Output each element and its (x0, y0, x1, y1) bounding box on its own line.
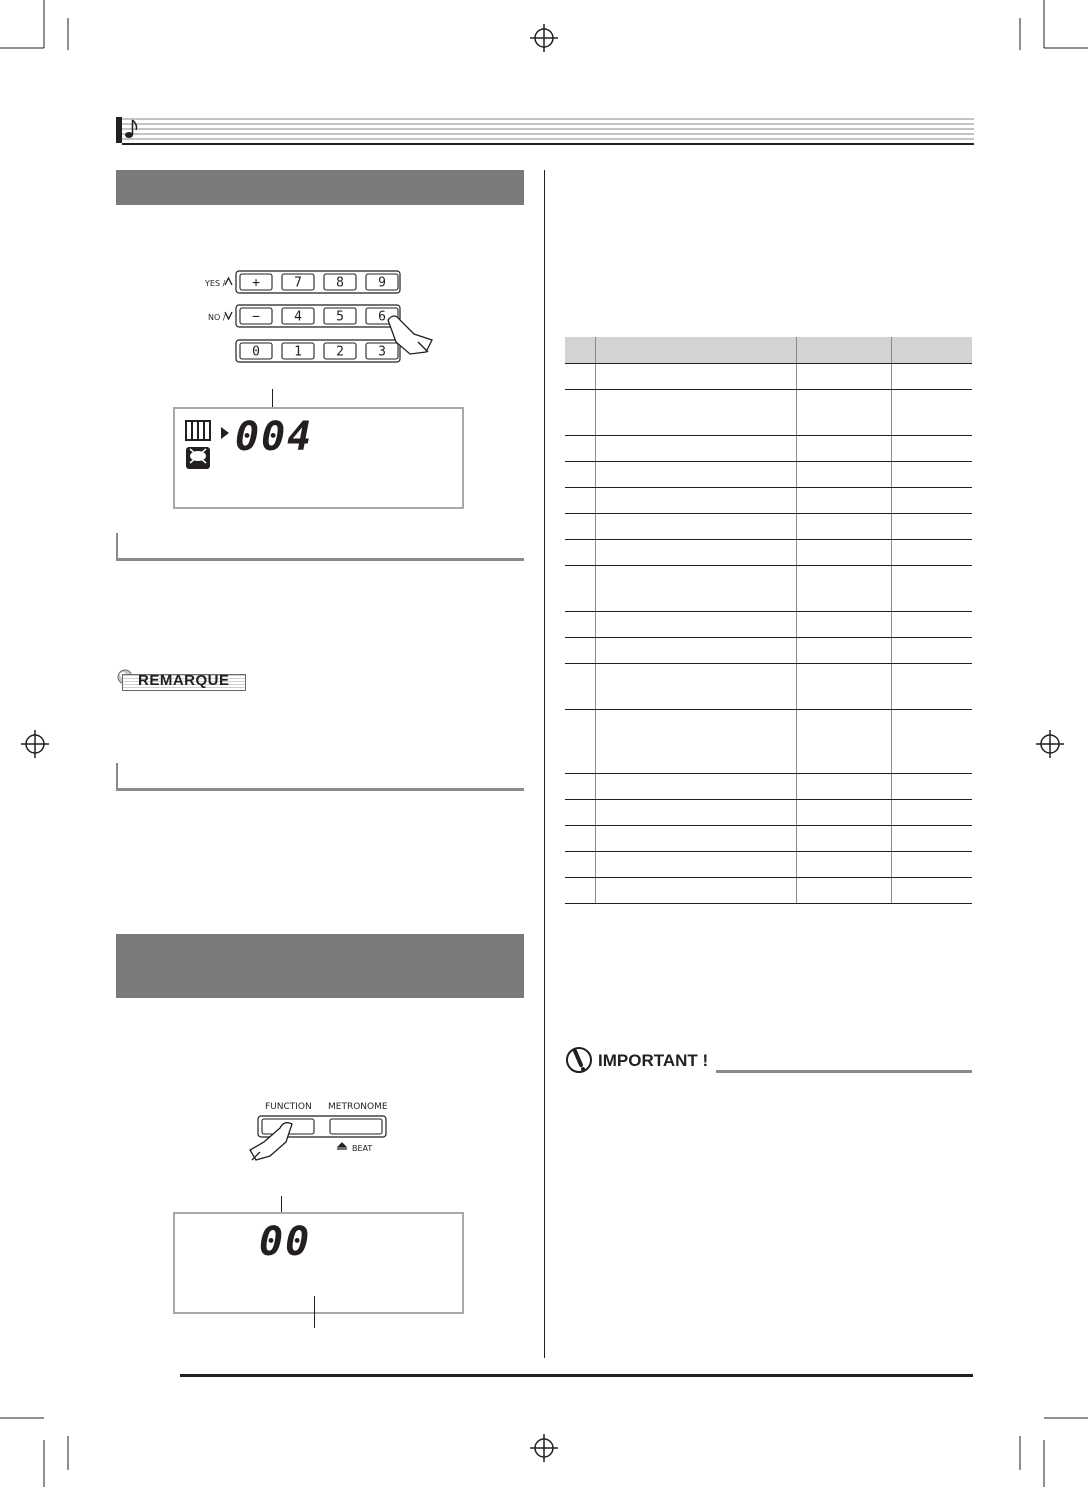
beat-label: BEAT (352, 1144, 373, 1153)
table-cell (595, 390, 797, 436)
table-cell (595, 826, 797, 852)
table-cell (797, 710, 892, 774)
function-label: FUNCTION (265, 1102, 312, 1112)
remarque-label: REMARQUE (138, 672, 230, 689)
beat-icon (337, 1143, 347, 1149)
table-cell (797, 612, 892, 638)
table-row (565, 390, 972, 436)
table-row (565, 852, 972, 878)
table-cell (892, 540, 972, 566)
table-cell (565, 664, 595, 710)
table-cell (565, 514, 595, 540)
metronome-label: METRONOME (328, 1102, 388, 1112)
table-cell (797, 514, 892, 540)
table-cell (892, 566, 972, 612)
table-cell (595, 540, 797, 566)
table-cell (565, 852, 595, 878)
table-header-cell (595, 337, 797, 364)
keypad-key-label: 0 (252, 344, 260, 360)
table-cell (892, 826, 972, 852)
sub-heading-bar-1 (116, 533, 524, 561)
section-heading-bar-2 (116, 934, 524, 998)
table-cell (892, 612, 972, 638)
table-cell (892, 364, 972, 390)
table-header-cell (565, 337, 595, 364)
important-label: IMPORTANT ! (598, 1051, 709, 1070)
table-cell (595, 436, 797, 462)
table-row (565, 826, 972, 852)
table-cell (595, 664, 797, 710)
keypad-key-label: − (252, 309, 260, 325)
table-header-cell (797, 337, 892, 364)
metronome-button (330, 1119, 382, 1134)
keypad-key-label: 9 (378, 275, 386, 291)
table-row (565, 436, 972, 462)
table-cell (565, 566, 595, 612)
table-cell (595, 710, 797, 774)
registration-mark-top (530, 24, 558, 52)
no-label: NO / (208, 313, 226, 322)
display-pointer-line-1 (272, 389, 273, 409)
table-cell (797, 566, 892, 612)
table-cell (892, 488, 972, 514)
table-cell (595, 488, 797, 514)
keypad-key-label: 4 (294, 309, 302, 325)
keypad-key-label: + (252, 275, 260, 291)
important-badge (566, 1046, 972, 1076)
table-cell (565, 826, 595, 852)
table-cell (595, 800, 797, 826)
table-row (565, 800, 972, 826)
down-arrow-icon (225, 312, 232, 319)
table-row (565, 710, 972, 774)
keypad-key-label: 8 (336, 275, 344, 291)
table-cell (565, 878, 595, 904)
keypad-key-label: 6 (378, 309, 386, 325)
table-cell (797, 390, 892, 436)
table-cell (797, 462, 892, 488)
table-cell (797, 664, 892, 710)
table-cell (565, 774, 595, 800)
table-cell (797, 488, 892, 514)
registration-mark-right (1036, 730, 1064, 758)
table-cell (595, 878, 797, 904)
up-arrow-icon (225, 278, 232, 285)
table-cell (565, 638, 595, 664)
table-cell (797, 800, 892, 826)
table-cell (565, 364, 595, 390)
table-row (565, 462, 972, 488)
table-cell (565, 488, 595, 514)
yes-label: YES / (205, 279, 226, 288)
footer-rule (180, 1374, 973, 1377)
table-cell (797, 826, 892, 852)
table-cell (595, 612, 797, 638)
table-cell (797, 852, 892, 878)
table-cell (797, 774, 892, 800)
table-cell (892, 710, 972, 774)
table-cell (565, 710, 595, 774)
pointing-hand-icon-2 (250, 1123, 292, 1160)
table-row (565, 638, 972, 664)
table-cell (565, 800, 595, 826)
staff-header (116, 117, 974, 147)
table-cell (565, 436, 595, 462)
table-cell (892, 638, 972, 664)
table-cell (797, 540, 892, 566)
table-cell (892, 800, 972, 826)
keypad-key-label: 1 (294, 344, 302, 360)
drum-icon (186, 447, 210, 469)
remarque-badge (116, 668, 246, 692)
table-cell (892, 436, 972, 462)
table-cell (565, 540, 595, 566)
registration-mark-bottom (530, 1434, 558, 1462)
table-header-row (565, 337, 972, 364)
table-cell (595, 462, 797, 488)
table-cell (892, 774, 972, 800)
table-cell (565, 612, 595, 638)
table-cell (892, 852, 972, 878)
keypad-key-label: 7 (294, 275, 302, 291)
table-cell (892, 878, 972, 904)
table-row (565, 364, 972, 390)
function-metronome-panel (240, 1098, 400, 1166)
table-row (565, 488, 972, 514)
sub-heading-bar-2 (116, 763, 524, 791)
table-row (565, 612, 972, 638)
keypad-key-label: 2 (336, 344, 344, 360)
table-row (565, 878, 972, 904)
table-cell (797, 638, 892, 664)
table-cell (797, 878, 892, 904)
column-divider (544, 170, 545, 1358)
table-cell (565, 390, 595, 436)
section-heading-bar-1 (116, 170, 524, 205)
table-cell (595, 566, 797, 612)
table-cell (892, 664, 972, 710)
table-cell (595, 364, 797, 390)
table-cell (892, 514, 972, 540)
warning-icon (566, 1046, 594, 1074)
table-row (565, 540, 972, 566)
triangle-indicator-icon (220, 426, 230, 440)
table-cell (565, 462, 595, 488)
keypad-key-label: 3 (378, 344, 386, 360)
table-cell (797, 364, 892, 390)
table-cell (797, 436, 892, 462)
table-row (565, 774, 972, 800)
display-value-1: 004 (235, 414, 314, 460)
display-pointer-line-3 (314, 1296, 315, 1328)
table-row (565, 566, 972, 612)
table-cell (892, 390, 972, 436)
lcd-display-1 (173, 407, 464, 509)
table-cell (595, 638, 797, 664)
table-row (565, 514, 972, 540)
keyboard-icon (185, 419, 215, 469)
table-header-cell (892, 337, 972, 364)
display-value-2: 00 (259, 1219, 312, 1265)
table-cell (595, 514, 797, 540)
table-cell (595, 774, 797, 800)
table-cell (892, 462, 972, 488)
keypad-key-label: 5 (336, 309, 344, 325)
number-keypad (200, 268, 440, 363)
table-row (565, 664, 972, 710)
lcd-display-2 (173, 1212, 464, 1314)
registration-mark-left (21, 730, 49, 758)
parameter-table (565, 337, 972, 904)
table-cell (595, 852, 797, 878)
